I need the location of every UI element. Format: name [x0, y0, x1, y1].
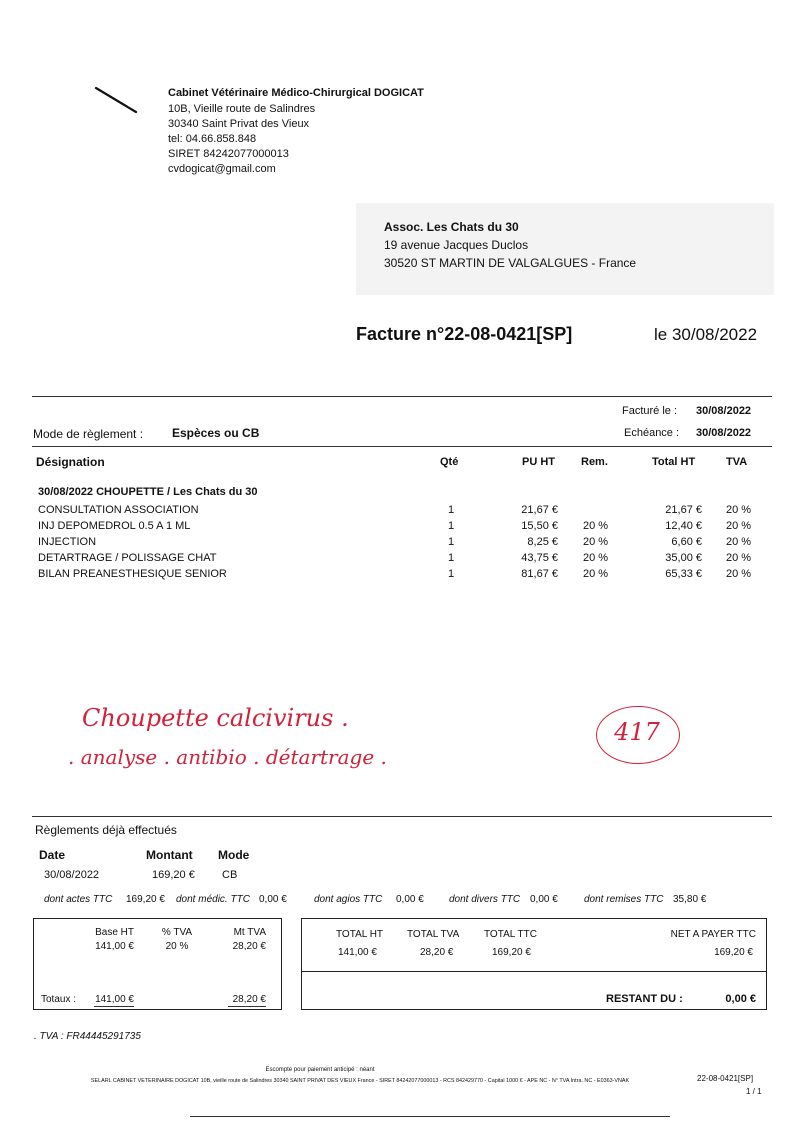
- vendor-address-2: 30340 Saint Privat des Vieux: [168, 118, 310, 130]
- breakdown-label: dont médic. TTC: [176, 894, 250, 905]
- col-header-qty: Qté: [440, 456, 459, 468]
- breakdown-value: 35,80 €: [673, 894, 707, 905]
- recipient-address-2: 30520 ST MARTIN DE VALGALGUES - France: [384, 256, 637, 270]
- cell-qty: 1: [447, 568, 455, 580]
- col-header-pu: PU HT: [522, 456, 555, 468]
- vendor-address-1: 10B, Vieille route de Salindres: [168, 103, 316, 115]
- cell-designation: INJECTION: [38, 536, 97, 548]
- cell-qty: 1: [447, 504, 455, 516]
- payment-mode-label: Mode de règlement :: [33, 427, 144, 441]
- restant-label: RESTANT DU :: [606, 993, 683, 1005]
- handwritten-circled-number: 417: [614, 718, 660, 746]
- recipient-name: Assoc. Les Chats du 30: [384, 220, 519, 234]
- cell-qty: 1: [447, 536, 455, 548]
- cell-tva: 20 %: [726, 504, 752, 516]
- totals-box-divider: [302, 971, 766, 972]
- col-header-tva: TVA: [726, 456, 748, 468]
- breakdown-value: 169,20 €: [126, 894, 165, 905]
- footer-reference: 22-08-0421[SP]: [697, 1074, 754, 1083]
- breakdown-label: dont actes TTC: [44, 894, 113, 905]
- vendor-phone: tel: 04.66.858.848: [168, 133, 257, 145]
- cell-total: 35,00 €: [665, 552, 702, 564]
- cell-qty: 1: [447, 552, 455, 564]
- total-ht-label: TOTAL HT: [336, 929, 384, 940]
- cell-qty: 1: [447, 520, 455, 532]
- payment-mode-value: Espèces ou CB: [172, 426, 260, 440]
- total-ht-value: 141,00 €: [338, 947, 377, 958]
- cell-rem: 20 %: [583, 552, 609, 564]
- net-label: NET A PAYER TTC: [670, 929, 756, 940]
- breakdown-value: 0,00 €: [259, 894, 287, 905]
- cell-pu: 15,50 €: [521, 520, 558, 532]
- footer-legal: SELARL CABINET VETERINAIRE DOGICAT 10B, vieille route de Salindres 30340 SAINT PRIVAT DES VIEUX France - SIRET 84242077000013 - RCS 842429770 - Capital 1000 € - APE NC - N° TVA Intra. NC - E0363-VNAK: [90, 1078, 630, 1084]
- total-ttc-value: 169,20 €: [492, 947, 531, 958]
- payment-date: 30/08/2022: [44, 869, 100, 881]
- cell-designation: INJ DEPOMEDROL 0.5 A 1 ML: [38, 520, 191, 532]
- group-title: 30/08/2022 CHOUPETTE / Les Chats du 30: [38, 486, 258, 498]
- footer-page: 1 / 1: [746, 1087, 762, 1096]
- due-label: Echéance :: [624, 427, 680, 439]
- payments-header-mode: Mode: [218, 848, 250, 862]
- cell-designation: BILAN PREANESTHESIQUE SENIOR: [38, 568, 227, 580]
- recipient-address-1: 19 avenue Jacques Duclos: [384, 238, 529, 252]
- cell-tva: 20 %: [726, 520, 752, 532]
- col-header-designation: Désignation: [36, 455, 105, 469]
- breakdown-label: dont remises TTC: [584, 894, 664, 905]
- cell-rem: 20 %: [583, 536, 609, 548]
- cell-total: 6,60 €: [671, 536, 702, 548]
- vat-amount: 28,20 €: [232, 941, 266, 952]
- cell-designation: CONSULTATION ASSOCIATION: [38, 504, 199, 516]
- col-header-total: Total HT: [652, 456, 696, 468]
- footer-line: [190, 1116, 670, 1117]
- cell-total: 21,67 €: [665, 504, 702, 516]
- cell-total: 65,33 €: [665, 568, 702, 580]
- vat-totals-underline-2: [228, 1006, 266, 1007]
- net-value: 169,20 €: [714, 947, 753, 958]
- vat-totals-label: Totaux :: [41, 994, 77, 1005]
- divider-top: [32, 396, 772, 397]
- breakdown-label: dont divers TTC: [449, 894, 521, 905]
- vat-rate: 20 %: [165, 941, 189, 952]
- breakdown-value: 0,00 €: [396, 894, 424, 905]
- total-tva-value: 28,20 €: [420, 947, 454, 958]
- vat-base: 141,00 €: [95, 941, 134, 952]
- vendor-name: Cabinet Vétérinaire Médico-Chirurgical DOGICAT: [168, 87, 424, 99]
- payments-header-date: Date: [39, 848, 66, 862]
- payments-title: Règlements déjà effectués: [35, 823, 177, 837]
- cell-tva: 20 %: [726, 568, 752, 580]
- cell-pu: 8,25 €: [527, 536, 558, 548]
- cell-tva: 20 %: [726, 552, 752, 564]
- vat-totals-amount: 28,20 €: [232, 994, 266, 1005]
- divider-payments: [32, 816, 772, 817]
- pen-stroke-mark: [92, 84, 142, 116]
- vat-header-rate: % TVA: [161, 927, 193, 938]
- cell-rem: 20 %: [583, 520, 609, 532]
- col-header-rem: Rem.: [581, 456, 608, 468]
- vendor-siret: SIRET 84242077000013: [168, 148, 289, 160]
- payment-mode: CB: [222, 869, 238, 881]
- cell-rem: 20 %: [583, 568, 609, 580]
- divider-header: [32, 446, 772, 447]
- cell-pu: 81,67 €: [521, 568, 558, 580]
- invoice-date: le 30/08/2022: [654, 325, 758, 344]
- vat-header-base: Base HT: [95, 927, 134, 938]
- handwritten-note-line-2: . analyse . antibio . détartrage .: [68, 745, 387, 769]
- handwritten-note-line-1: Choupette calcivirus .: [82, 704, 349, 732]
- restant-value: 0,00 €: [725, 993, 756, 1005]
- cell-designation: DETARTRAGE / POLISSAGE CHAT: [38, 552, 217, 564]
- total-ttc-label: TOTAL TTC: [484, 929, 537, 940]
- tva-number: . TVA : FR44445291735: [34, 1031, 141, 1042]
- cell-tva: 20 %: [726, 536, 752, 548]
- cell-pu: 43,75 €: [521, 552, 558, 564]
- breakdown-value: 0,00 €: [530, 894, 558, 905]
- cell-pu: 21,67 €: [521, 504, 558, 516]
- vendor-email: cvdogicat@gmail.com: [168, 163, 276, 175]
- payments-header-amount: Montant: [146, 848, 193, 862]
- vat-header-amount: Mt TVA: [233, 927, 266, 938]
- payment-amount: 169,20 €: [152, 869, 195, 881]
- vat-totals-base: 141,00 €: [95, 994, 134, 1005]
- vat-totals-underline: [94, 1006, 134, 1007]
- billed-date: 30/08/2022: [696, 405, 752, 417]
- cell-total: 12,40 €: [665, 520, 702, 532]
- total-tva-label: TOTAL TVA: [407, 929, 460, 940]
- footer-discount-note: Escompte pour paiement anticipé : néant: [265, 1067, 375, 1073]
- invoice-title: Facture n°22-08-0421[SP]: [356, 324, 573, 344]
- breakdown-label: dont agios TTC: [314, 894, 383, 905]
- billed-label: Facturé le :: [622, 405, 678, 417]
- due-date: 30/08/2022: [696, 427, 752, 439]
